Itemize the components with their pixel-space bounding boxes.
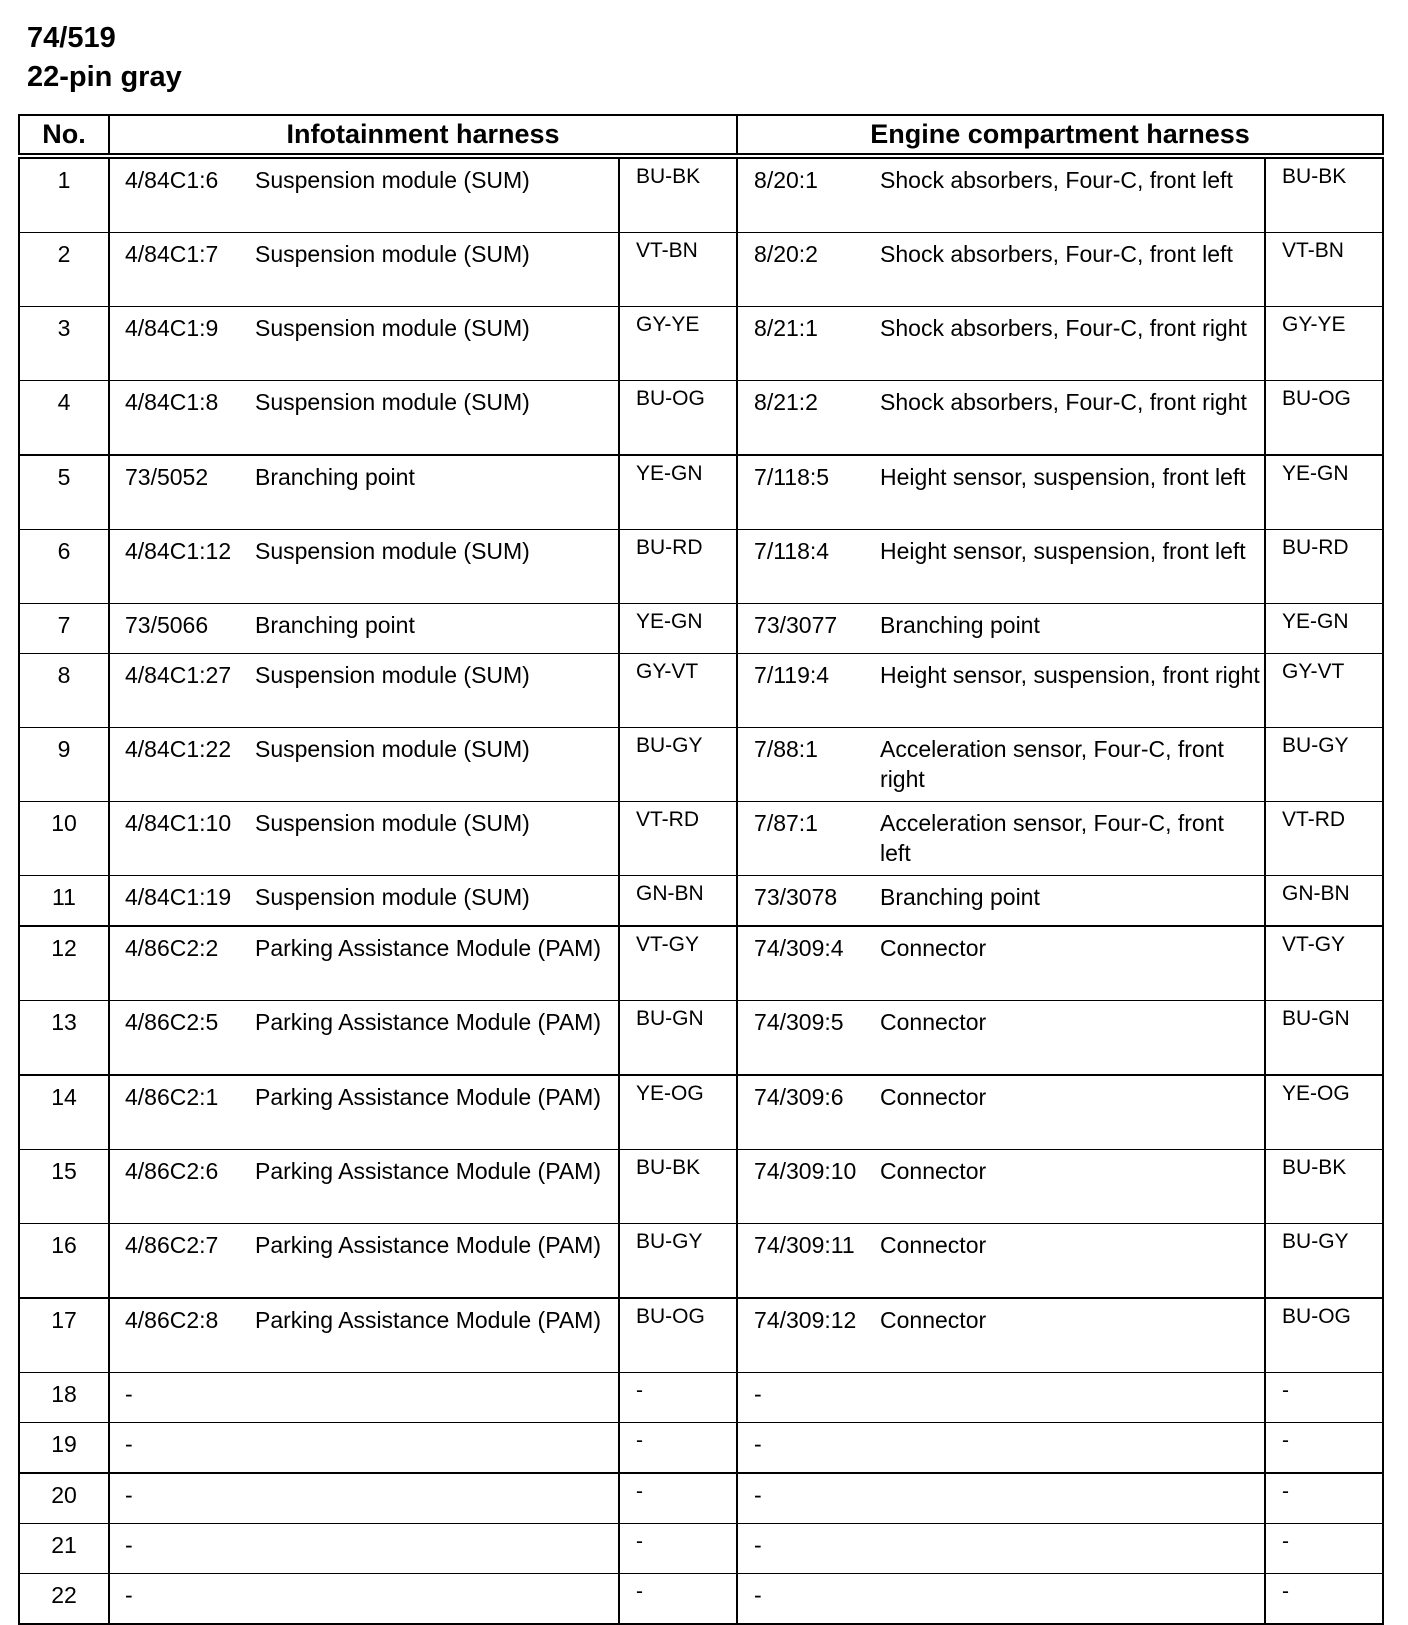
pin-number: 10 (19, 802, 109, 876)
engine-description: Height sensor, suspension, front left (878, 455, 1265, 530)
infotainment-description: Parking Assistance Module (PAM) (251, 1075, 619, 1150)
engine-wire-color: - (1265, 1423, 1383, 1474)
infotainment-description: Suspension module (SUM) (251, 530, 619, 604)
infotainment-wire-color: - (619, 1574, 737, 1625)
infotainment-description: Branching point (251, 455, 619, 530)
pin-number: 11 (19, 876, 109, 927)
table-row (19, 1423, 1383, 1474)
table-row (19, 876, 1383, 927)
engine-reference: 7/119:4 (737, 654, 878, 728)
infotainment-wire-color: BU-BK (619, 156, 737, 233)
table-header-row (19, 115, 1383, 156)
engine-reference: 8/20:2 (737, 233, 878, 307)
engine-reference: 73/3078 (737, 876, 878, 927)
infotainment-wire-color: YE-GN (619, 455, 737, 530)
pinout-table (18, 114, 1384, 1625)
infotainment-description: Suspension module (SUM) (251, 233, 619, 307)
engine-description (878, 1423, 1265, 1474)
pin-number: 5 (19, 455, 109, 530)
connector-description: 22-pin gray (27, 61, 182, 93)
infotainment-description: Suspension module (SUM) (251, 381, 619, 456)
infotainment-reference: 4/86C2:7 (109, 1224, 251, 1299)
infotainment-description: Suspension module (SUM) (251, 156, 619, 233)
engine-wire-color: BU-BK (1265, 1150, 1383, 1224)
infotainment-reference: - (109, 1524, 251, 1574)
pin-number: 13 (19, 1001, 109, 1076)
engine-wire-color: BU-BK (1265, 156, 1383, 233)
table-row (19, 307, 1383, 381)
engine-reference: 73/3077 (737, 604, 878, 654)
infotainment-wire-color: BU-GY (619, 1224, 737, 1299)
table-row (19, 728, 1383, 802)
engine-wire-color: BU-RD (1265, 530, 1383, 604)
engine-wire-color: VT-BN (1265, 233, 1383, 307)
infotainment-reference: - (109, 1373, 251, 1423)
table-row (19, 1524, 1383, 1574)
infotainment-reference: - (109, 1473, 251, 1524)
engine-wire-color: GY-VT (1265, 654, 1383, 728)
engine-description: Connector (878, 1298, 1265, 1373)
table-row (19, 802, 1383, 876)
engine-reference: 74/309:11 (737, 1224, 878, 1299)
infotainment-wire-color: BU-OG (619, 1298, 737, 1373)
pin-number: 14 (19, 1075, 109, 1150)
engine-description (878, 1574, 1265, 1625)
table-row (19, 1298, 1383, 1373)
infotainment-wire-color: - (619, 1423, 737, 1474)
infotainment-description: Parking Assistance Module (PAM) (251, 1001, 619, 1076)
infotainment-wire-color: VT-GY (619, 926, 737, 1001)
infotainment-description: Parking Assistance Module (PAM) (251, 926, 619, 1001)
infotainment-wire-color: YE-GN (619, 604, 737, 654)
engine-description: Acceleration sensor, Four-C, front left (878, 802, 1265, 876)
infotainment-description: Suspension module (SUM) (251, 802, 619, 876)
pin-number: 22 (19, 1574, 109, 1625)
infotainment-wire-color: BU-GY (619, 728, 737, 802)
infotainment-wire-color: - (619, 1524, 737, 1574)
infotainment-description: Branching point (251, 604, 619, 654)
engine-reference: 7/118:4 (737, 530, 878, 604)
engine-wire-color: - (1265, 1574, 1383, 1625)
infotainment-reference: 4/86C2:1 (109, 1075, 251, 1150)
infotainment-reference: 4/84C1:19 (109, 876, 251, 927)
engine-reference: - (737, 1574, 878, 1625)
infotainment-description: Parking Assistance Module (PAM) (251, 1150, 619, 1224)
engine-description (878, 1524, 1265, 1574)
engine-description: Connector (878, 1224, 1265, 1299)
infotainment-wire-color: GN-BN (619, 876, 737, 927)
infotainment-wire-color: GY-VT (619, 654, 737, 728)
pin-number: 15 (19, 1150, 109, 1224)
table-row (19, 604, 1383, 654)
engine-description (878, 1473, 1265, 1524)
infotainment-wire-color: YE-OG (619, 1075, 737, 1150)
infotainment-reference: 73/5066 (109, 604, 251, 654)
table-row (19, 1001, 1383, 1076)
engine-description: Connector (878, 1075, 1265, 1150)
infotainment-reference: - (109, 1574, 251, 1625)
engine-wire-color: VT-GY (1265, 926, 1383, 1001)
pin-number: 20 (19, 1473, 109, 1524)
infotainment-wire-color: - (619, 1373, 737, 1423)
engine-wire-color: BU-OG (1265, 381, 1383, 456)
pin-number: 18 (19, 1373, 109, 1423)
infotainment-reference: 4/84C1:6 (109, 156, 251, 233)
infotainment-reference: 4/84C1:12 (109, 530, 251, 604)
engine-wire-color: - (1265, 1373, 1383, 1423)
infotainment-reference: 4/84C1:7 (109, 233, 251, 307)
infotainment-reference: 4/86C2:5 (109, 1001, 251, 1076)
pin-number: 21 (19, 1524, 109, 1574)
infotainment-description (251, 1524, 619, 1574)
engine-reference: 8/20:1 (737, 156, 878, 233)
infotainment-description (251, 1373, 619, 1423)
infotainment-reference: 4/86C2:8 (109, 1298, 251, 1373)
infotainment-reference: 4/84C1:8 (109, 381, 251, 456)
engine-reference: 74/309:5 (737, 1001, 878, 1076)
engine-description: Connector (878, 1150, 1265, 1224)
infotainment-wire-color: GY-YE (619, 307, 737, 381)
engine-description: Connector (878, 926, 1265, 1001)
infotainment-reference: - (109, 1423, 251, 1474)
pin-number: 16 (19, 1224, 109, 1299)
header-no: No. (19, 115, 109, 156)
engine-description (878, 1373, 1265, 1423)
pin-number: 12 (19, 926, 109, 1001)
pin-number: 19 (19, 1423, 109, 1474)
pin-number: 6 (19, 530, 109, 604)
table-row (19, 381, 1383, 456)
engine-description: Shock absorbers, Four-C, front left (878, 156, 1265, 233)
infotainment-description: Suspension module (SUM) (251, 654, 619, 728)
engine-reference: 8/21:1 (737, 307, 878, 381)
engine-description: Connector (878, 1001, 1265, 1076)
engine-reference: 74/309:6 (737, 1075, 878, 1150)
engine-description: Acceleration sensor, Four-C, front right (878, 728, 1265, 802)
pin-number: 2 (19, 233, 109, 307)
pin-number: 8 (19, 654, 109, 728)
engine-reference: 74/309:10 (737, 1150, 878, 1224)
engine-description: Shock absorbers, Four-C, front right (878, 307, 1265, 381)
engine-reference: - (737, 1473, 878, 1524)
engine-description: Shock absorbers, Four-C, front right (878, 381, 1265, 456)
engine-reference: 7/118:5 (737, 455, 878, 530)
table-row (19, 1224, 1383, 1299)
engine-wire-color: VT-RD (1265, 802, 1383, 876)
engine-reference: 7/87:1 (737, 802, 878, 876)
table-row (19, 455, 1383, 530)
infotainment-reference: 4/86C2:6 (109, 1150, 251, 1224)
table-row (19, 1473, 1383, 1524)
infotainment-wire-color: BU-RD (619, 530, 737, 604)
engine-wire-color: - (1265, 1524, 1383, 1574)
infotainment-description (251, 1473, 619, 1524)
infotainment-wire-color: - (619, 1473, 737, 1524)
table-row (19, 926, 1383, 1001)
infotainment-description (251, 1574, 619, 1625)
table-row (19, 1574, 1383, 1625)
table-row (19, 530, 1383, 604)
infotainment-reference: 4/86C2:2 (109, 926, 251, 1001)
infotainment-description: Suspension module (SUM) (251, 728, 619, 802)
engine-wire-color: GY-YE (1265, 307, 1383, 381)
engine-wire-color: GN-BN (1265, 876, 1383, 927)
engine-wire-color: YE-OG (1265, 1075, 1383, 1150)
infotainment-reference: 4/84C1:10 (109, 802, 251, 876)
infotainment-wire-color: BU-OG (619, 381, 737, 456)
engine-reference: - (737, 1524, 878, 1574)
engine-wire-color: - (1265, 1473, 1383, 1524)
pin-number: 1 (19, 156, 109, 233)
connector-id: 74/519 (27, 22, 116, 54)
engine-wire-color: YE-GN (1265, 455, 1383, 530)
engine-description: Height sensor, suspension, front left (878, 530, 1265, 604)
infotainment-wire-color: BU-GN (619, 1001, 737, 1076)
infotainment-description: Parking Assistance Module (PAM) (251, 1298, 619, 1373)
pin-number: 3 (19, 307, 109, 381)
engine-reference: - (737, 1373, 878, 1423)
table-row (19, 156, 1383, 233)
table-row (19, 1150, 1383, 1224)
infotainment-description: Suspension module (SUM) (251, 307, 619, 381)
engine-description: Branching point (878, 604, 1265, 654)
infotainment-reference: 4/84C1:9 (109, 307, 251, 381)
table-row (19, 233, 1383, 307)
infotainment-wire-color: VT-RD (619, 802, 737, 876)
infotainment-reference: 4/84C1:22 (109, 728, 251, 802)
header-infotainment-harness: Infotainment harness (109, 115, 737, 156)
engine-reference: - (737, 1423, 878, 1474)
engine-wire-color: BU-GN (1265, 1001, 1383, 1076)
infotainment-description (251, 1423, 619, 1474)
engine-reference: 7/88:1 (737, 728, 878, 802)
table-row (19, 1075, 1383, 1150)
engine-wire-color: BU-OG (1265, 1298, 1383, 1373)
infotainment-reference: 4/84C1:27 (109, 654, 251, 728)
engine-reference: 74/309:12 (737, 1298, 878, 1373)
engine-description: Branching point (878, 876, 1265, 927)
table-row (19, 1373, 1383, 1423)
infotainment-wire-color: VT-BN (619, 233, 737, 307)
header-engine-compartment-harness: Engine compartment harness (737, 115, 1383, 156)
infotainment-description: Parking Assistance Module (PAM) (251, 1224, 619, 1299)
infotainment-reference: 73/5052 (109, 455, 251, 530)
engine-wire-color: YE-GN (1265, 604, 1383, 654)
engine-wire-color: BU-GY (1265, 1224, 1383, 1299)
pin-number: 9 (19, 728, 109, 802)
table-row (19, 654, 1383, 728)
engine-reference: 74/309:4 (737, 926, 878, 1001)
infotainment-description: Suspension module (SUM) (251, 876, 619, 927)
engine-reference: 8/21:2 (737, 381, 878, 456)
engine-description: Shock absorbers, Four-C, front left (878, 233, 1265, 307)
infotainment-wire-color: BU-BK (619, 1150, 737, 1224)
pin-number: 4 (19, 381, 109, 456)
pin-number: 7 (19, 604, 109, 654)
pin-number: 17 (19, 1298, 109, 1373)
engine-description: Height sensor, suspension, front right (878, 654, 1265, 728)
engine-wire-color: BU-GY (1265, 728, 1383, 802)
